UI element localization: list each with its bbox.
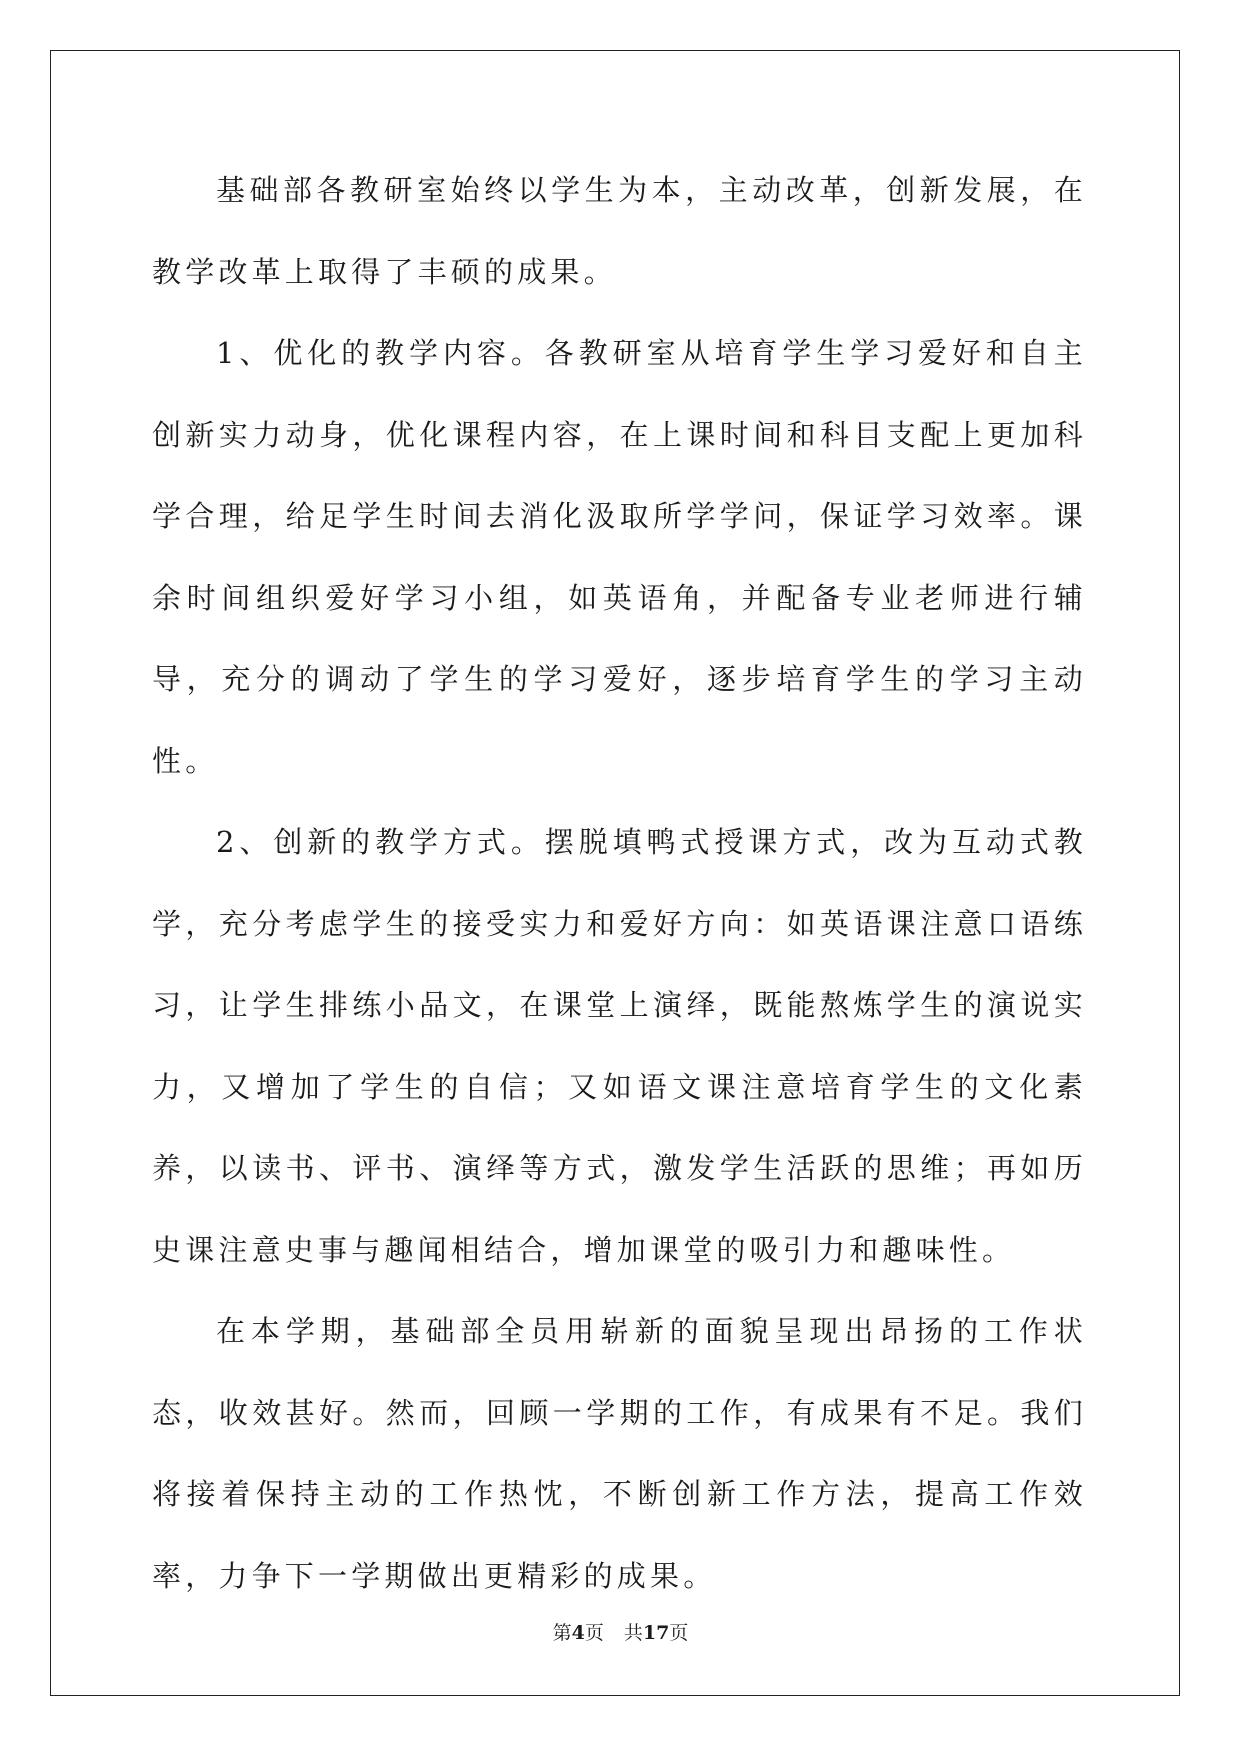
document-body — [152, 150, 1087, 1617]
paragraph: 在本学期，基础部全员用崭新的面貌呈现出昂扬的工作状态，收效甚好。然而，回顾一学期的工作，有成果有不足。我们将接着保持主动的工作热忱，不断创新工作方法，提高工作效率，力争下一学期做出更精彩的成果。 — [152, 1314, 1087, 1593]
page-suffix: 页 — [584, 1622, 604, 1644]
paragraph: 1、优化的教学内容。各教研室从培育学生学习爱好和自主创新实力动身，优化课程内容，在上课时间和科目支配上更加科学合理，给足学生时间去消化汲取所学学问，保证学习效率。课余时间组织爱好学习小组，如英语角，并配备专业老师进行辅导，充分的调动了学生的学习爱好，逐步培育学生的学习主动性。 — [152, 336, 1087, 778]
paragraph: 2、创新的教学方式。摆脱填鸭式授课方式，改为互动式教学，充分考虑学生的接受实力和爱好方向：如英语课注意口语练习，让学生排练小品文，在课堂上演绎，既能熬炼学生的演说实力，又增加了学生的自信；又如语文课注意培育学生的文化素养，以读书、评书、演绎等方式，激发学生活跃的思维；再如历史课注意史事与趣闻相结合，增加课堂的吸引力和趣味性。 — [152, 825, 1087, 1267]
page-prefix: 第 — [552, 1622, 572, 1644]
page-footer — [0, 1618, 1241, 1645]
total-pages: 17 — [642, 1622, 670, 1644]
paragraph: 基础部各教研室始终以学生为本，主动改革，创新发展，在教学改革上取得了丰硕的成果。 — [152, 173, 1087, 289]
total-suffix: 页 — [669, 1622, 689, 1644]
page-number: 4 — [571, 1622, 585, 1644]
total-prefix: 共 — [623, 1622, 643, 1644]
